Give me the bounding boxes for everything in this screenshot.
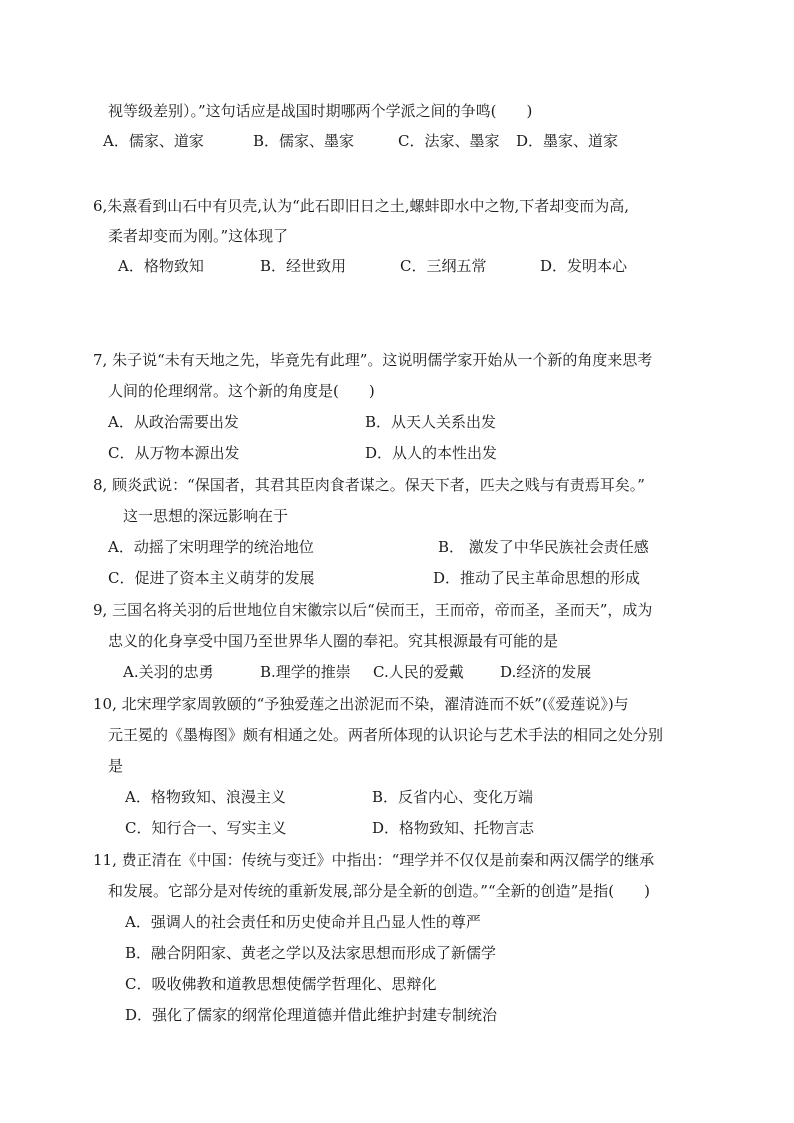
q10-option-b: B．反省内心、变化万端: [372, 788, 534, 806]
q9-text-line1: 9, 三国名将关羽的后世地位自宋徽宗以后“侯而王，王而帝，帝而圣，圣而天”，成为: [93, 601, 653, 619]
q8-option-c: C．促进了资本主义萌芽的发展: [108, 569, 315, 587]
q9-option-c: C.人民的爱戴: [373, 663, 464, 681]
q10-text-line3: 是: [108, 757, 124, 775]
q7-text-line1: 7, 朱子说“未有天地之先，毕竟先有此理”。这说明儒学家开始从一个新的角度来思考: [93, 351, 653, 369]
q11-text-line2: 和发展。它部分是对传统的重新发展,部分是全新的创造。”“全新的创造”是指( ): [108, 882, 650, 900]
q5-option-a: A．儒家、道家: [103, 132, 204, 150]
q6-option-c: C．三纲五常: [400, 257, 487, 275]
q6-option-a: A．格物致知: [118, 257, 204, 275]
q10-option-d: D．格物致知、托物言志: [372, 819, 535, 837]
q11-option-d: D．强化了儒家的纲常伦理道德并借此维护封建专制统治: [125, 1006, 498, 1024]
q11-option-a: A．强调人的社会责任和历史使命并且凸显人性的尊严: [125, 913, 481, 931]
q7-option-c: C．从万物本源出发: [108, 444, 240, 462]
q5-option-b: B．儒家、墨家: [253, 132, 355, 150]
q8-option-d: D．推动了民主革命思想的形成: [433, 569, 641, 587]
q8-option-a: A．动摇了宋明理学的统治地位: [108, 538, 314, 556]
q5-text: 视等级差别）。”这句话应是战国时期哪两个学派之间的争鸣( ): [108, 102, 533, 120]
q6-text-line2: 柔者却变而为刚。”这体现了: [108, 227, 289, 245]
q8-option-b: B． 激发了中华民族社会责任感: [438, 538, 649, 556]
q8-text-line2: 这一思想的深远影响在于: [123, 507, 289, 525]
q6-option-d: D．发明本心: [540, 257, 628, 275]
q10-text-line1: 10, 北宋理学家周敦颐的“予独爱莲之出淤泥而不染，濯清涟而不妖”(《爱莲说》)与: [93, 695, 629, 713]
q10-text-line2: 元王冕的《墨梅图》颇有相通之处。两者所体现的认识论与艺术手法的相同之处分别: [108, 726, 664, 744]
q6-option-b: B．经世致用: [260, 257, 347, 275]
q9-option-d: D.经济的发展: [500, 663, 592, 681]
q10-option-c: C．知行合一、写实主义: [125, 819, 287, 837]
q11-text-line1: 11, 费正清在《中国：传统与变迁》中指出：“理学并不仅仅是前秦和两汉儒学的继承: [93, 851, 655, 869]
q5-option-c: C．法家、墨家: [398, 132, 500, 150]
q7-option-a: A．从政治需要出发: [108, 413, 239, 431]
q7-text-line2: 人间的伦理纲常。这个新的角度是( ): [108, 382, 375, 400]
q7-option-b: B．从天人关系出发: [365, 413, 497, 431]
q6-text-line1: 6,朱熹看到山石中有贝壳,认为“此石即旧日之土,螺蚌即水中之物,下者却变而为高,: [93, 197, 630, 215]
q8-text-line1: 8, 顾炎武说：“保国者，其君其臣肉食者谋之。保天下者，匹夫之贱与有责焉耳矣。”: [93, 476, 645, 494]
q7-option-d: D．从人的本性出发: [365, 444, 498, 462]
q9-option-b: B.理学的推崇: [260, 663, 351, 681]
q9-option-a: A.关羽的忠勇: [123, 663, 214, 681]
q5-option-d: D．墨家、道家: [516, 132, 619, 150]
q11-option-b: B．融合阴阳家、黄老之学以及法家思想而形成了新儒学: [125, 944, 497, 962]
q9-text-line2: 忠义的化身享受中国乃至世界华人圈的奉祀。究其根源最有可能的是: [108, 632, 559, 650]
q10-option-a: A．格物致知、浪漫主义: [125, 788, 286, 806]
q11-option-c: C．吸收佛教和道教思想使儒学哲理化、思辩化: [125, 975, 437, 993]
